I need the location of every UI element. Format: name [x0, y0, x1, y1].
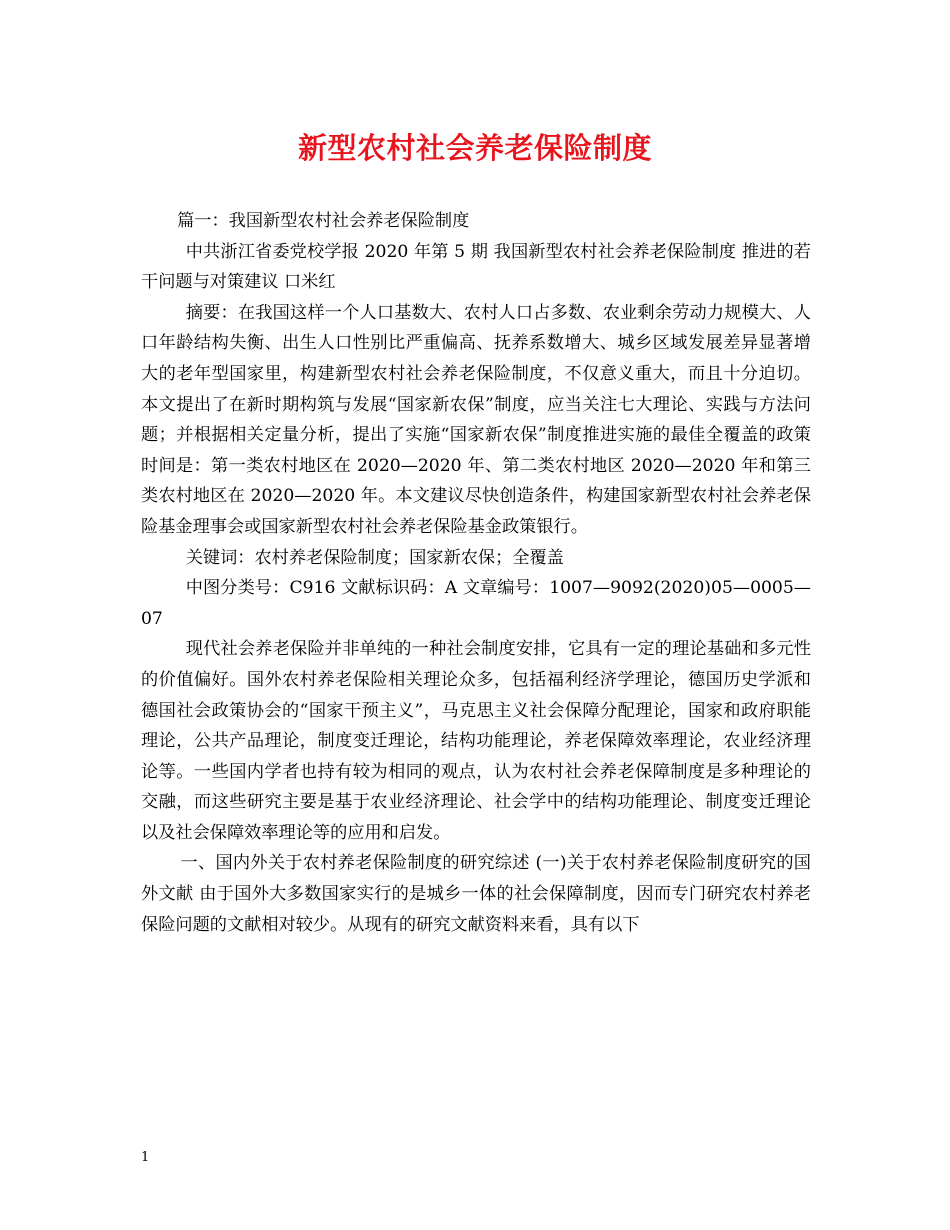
- document-body: [141, 206, 811, 940]
- classification-paragraph: 中图分类号：C916 文献标识码：A 文章编号：1007—9092(2020)05—0005—07: [141, 578, 811, 629]
- body-paragraph: 现代社会养老保险并非单纯的一种社会制度安排，它具有一定的理论基础和多元性的价值偏好。国外农村养老保险相关理论众多，包括福利经济学理论，德国历史学派和德国社会政策协会的“国家干预主义”，马克思主义社会保障分配理论，国家和政府职能理论，公共产品理论，制度变迁理论，结构功能理论，养老保障效率理论，农业经济理论等。一些国内学者也持有较为相同的观点，认为农村社会养老保障制度是多种理论的交融，而这些研究主要是基于农业经济理论、社会学中的结构功能理论、制度变迁理论以及社会保障效率理论等的应用和启发。: [141, 639, 811, 843]
- abstract-paragraph: 摘要：在我国这样一个人口基数大、农村人口占多数、农业剩余劳动力规模大、人口年龄结构失衡、出生人口性别比严重偏高、抚养系数增大、城乡区域发展差异显著增大的老年型国家里，构建新型农村社会养老保险制度，不仅意义重大，而且十分迫切。本文提出了在新时期构筑与发展“国家新农保”制度，应当关注七大理论、实践与方法问题；并根据相关定量分析，提出了实施“国家新农保”制度推进实施的最佳全覆盖的政策时间是：第一类农村地区在 2020—2020 年、第二类农村地区 2020—2020 年和第三类农村地区在 2020—2020 年。本文建议尽快创造条件，构建国家新型农村社会养老保险基金理事会或国家新型农村社会养老保险基金政策银行。: [141, 302, 811, 537]
- document-title: 新型农村社会养老保险制度: [297, 131, 652, 165]
- page-number: 1: [141, 1150, 150, 1165]
- keywords-paragraph: 关键词：农村养老保险制度；国家新农保；全覆盖: [185, 547, 564, 568]
- source-citation-paragraph: 中共浙江省委党校学报 2020 年第 5 期 我国新型农村社会养老保险制度 推进的若干问题与对策建议 口米红: [141, 241, 811, 293]
- literature-review-paragraph: 一、国内外关于农村养老保险制度的研究综述 (一)关于农村养老保险制度研究的国外文献 由于国外大多数国家实行的是城乡一体的社会保障制度，因而专门研究农村养老保险问题的文献相对较少。从现有的研究文献资料来看，具有以下: [141, 853, 811, 935]
- section-heading-paragraph: 篇一：我国新型农村社会养老保险制度: [177, 211, 470, 231]
